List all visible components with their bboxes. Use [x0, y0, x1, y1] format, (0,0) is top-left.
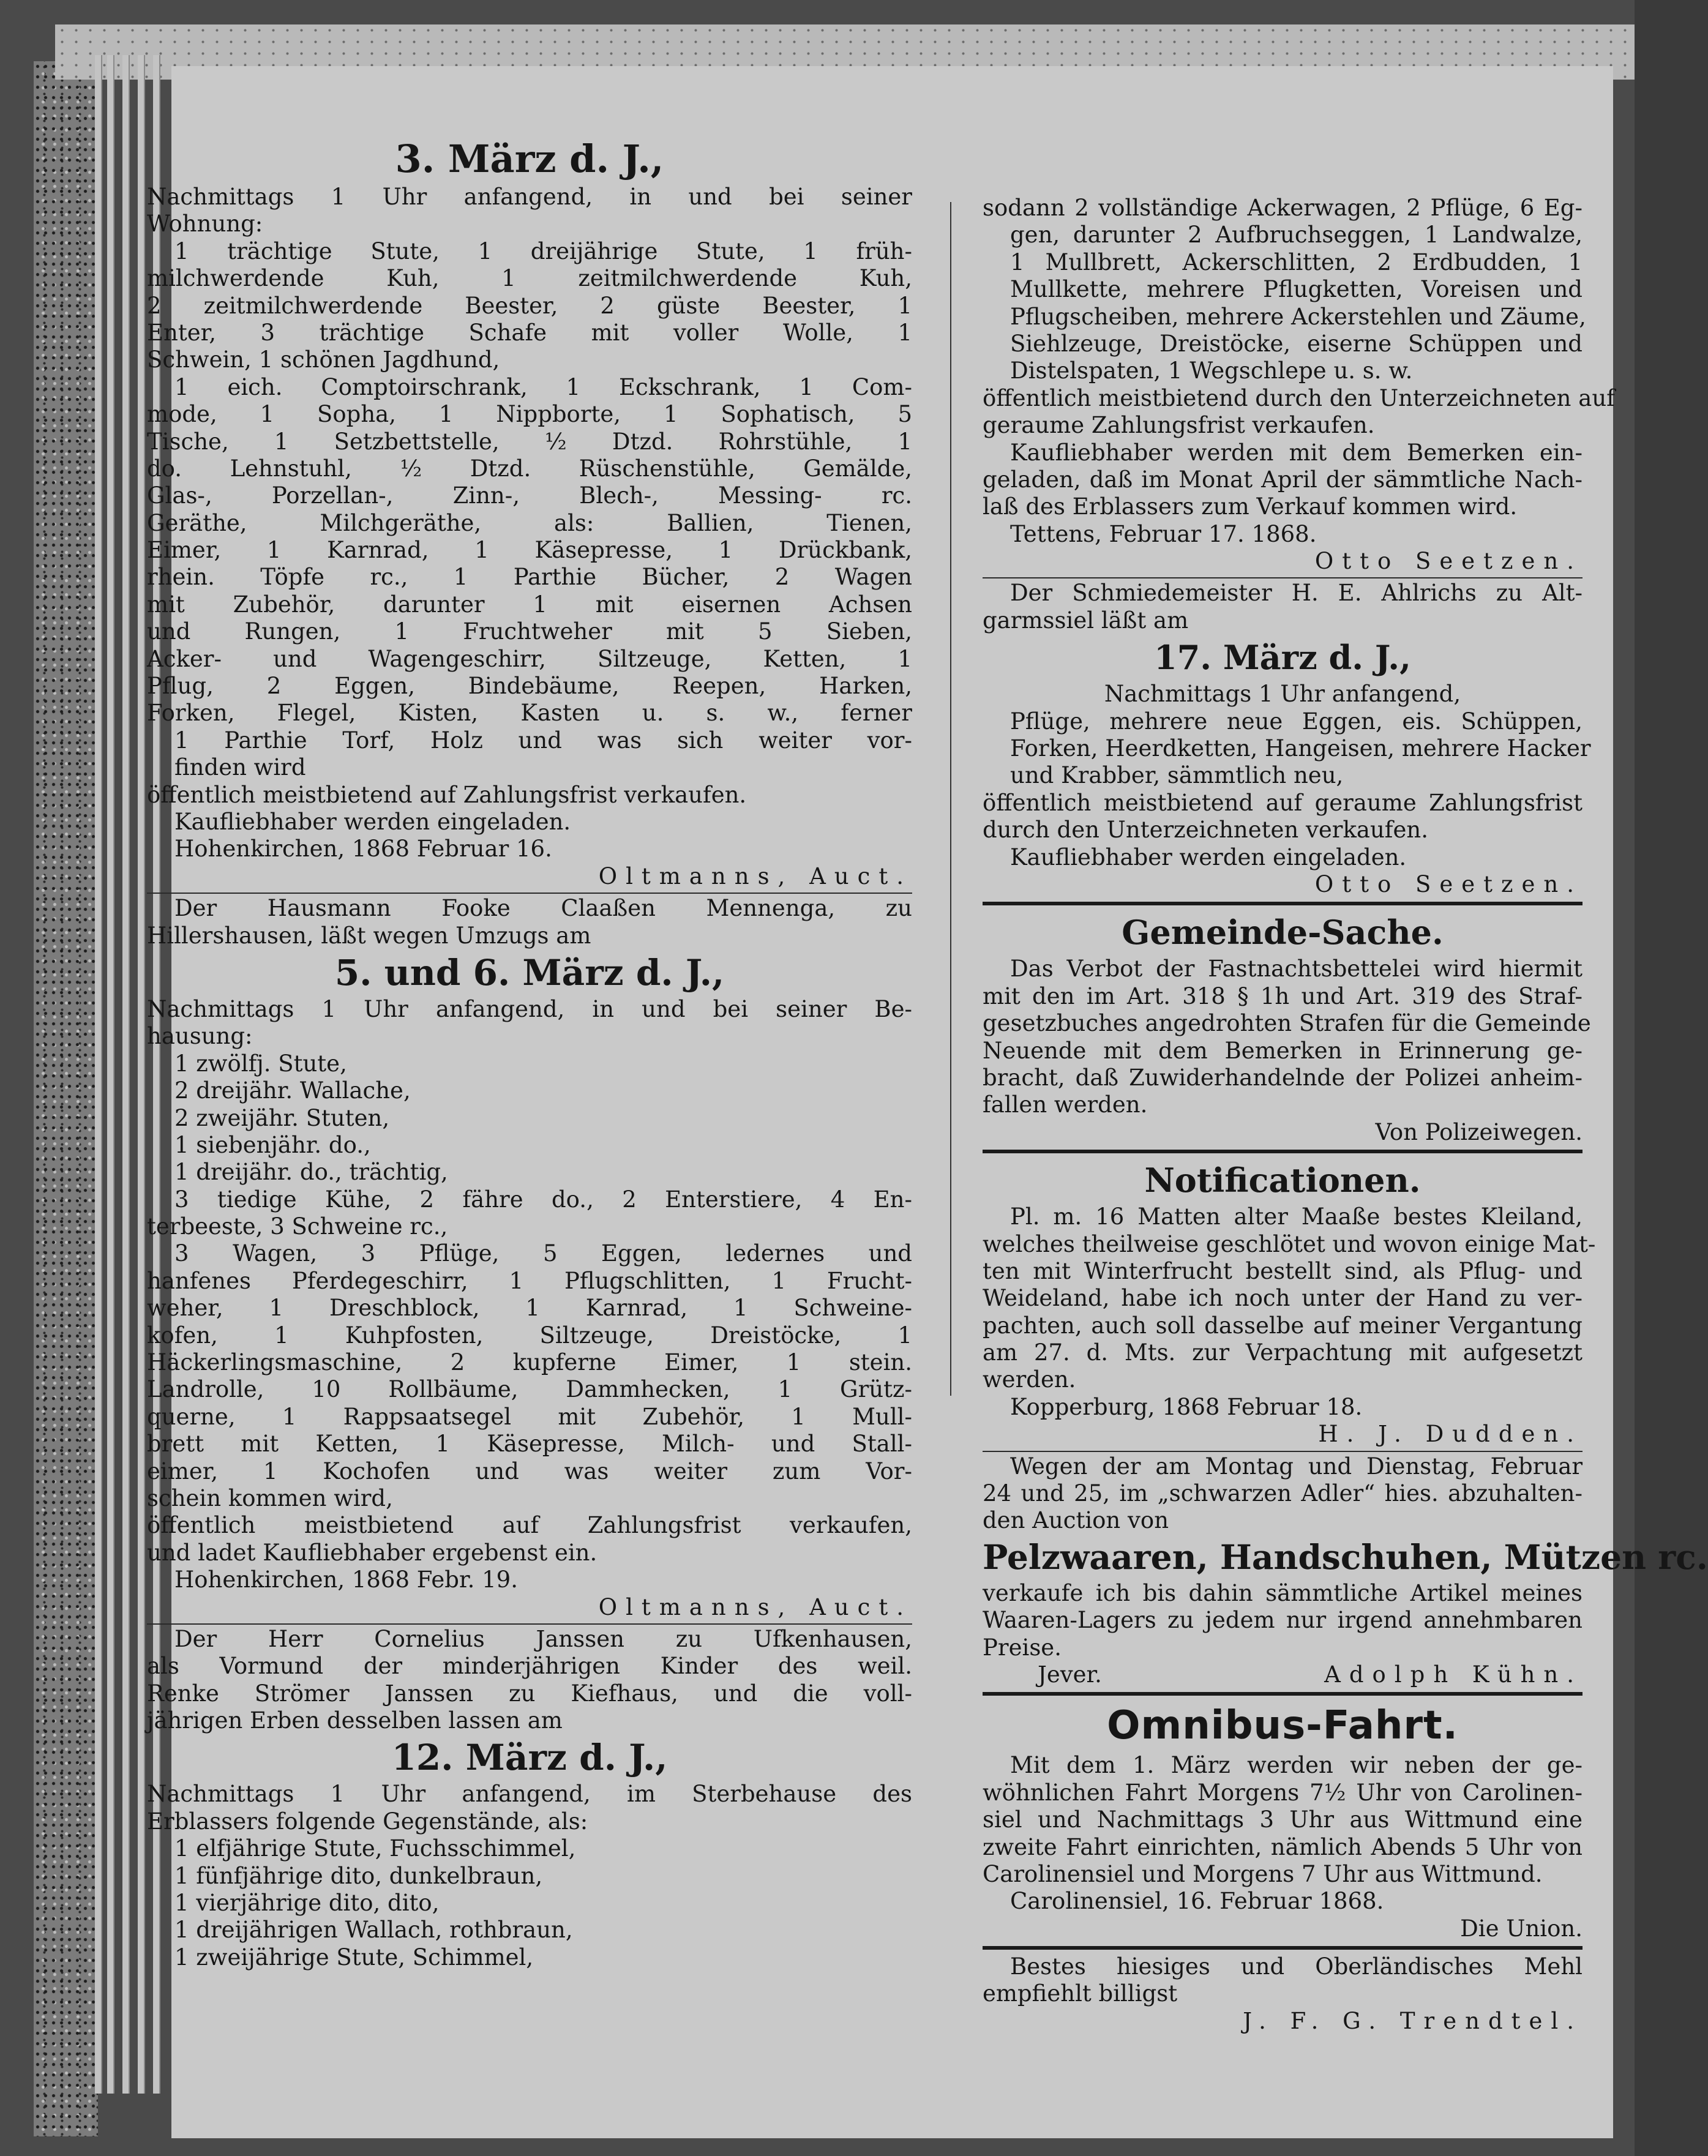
text-line: Enter, 3 trächtige Schafe mit voller Wolle, 1 [147, 319, 912, 346]
signature: Oltmanns, Auct. [598, 1593, 912, 1620]
text-line: 1 vierjährige dito, dito, [174, 1890, 440, 1917]
text-line: Der Hausmann Fooke Claaßen Mennenga, zu [174, 895, 912, 922]
text-line: Hillershausen, läßt wegen Umzugs am [147, 922, 591, 949]
text-line: hanfenes Pferdegeschirr, 1 Pflugschlitten, 1 Frucht- [147, 1267, 912, 1294]
section-rule [983, 1946, 1583, 1950]
text-line: Kopperburg, 1868 Februar 18. [1010, 1393, 1363, 1420]
text-line: 3 tiedige Kühe, 2 fähre do., 2 Enterstiere, 4 En- [174, 1186, 912, 1213]
text-line: Forken, Heerdketten, Hangeisen, mehrere Hacker [1010, 735, 1591, 762]
text-line: Geräthe, Milchgeräthe, als: Ballien, Tienen, [147, 509, 912, 536]
text-line: öffentlich meistbietend auf Zahlungsfrist verkaufen. [147, 781, 747, 808]
text-line: hausung: [147, 1023, 253, 1050]
text-line: 24 und 25, im „schwarzen Adler“ hies. abzuhalten- [983, 1480, 1583, 1507]
signature: Otto Seetzen. [1314, 548, 1583, 575]
auction-date-heading: 5. und 6. März d. J., [334, 951, 725, 994]
text-line: kofen, 1 Kuhpfosten, Siltzeuge, Dreistöcke, 1 [147, 1322, 912, 1349]
text-line: jährigen Erben desselben lassen am [147, 1707, 563, 1734]
text-line: Siehlzeuge, Dreistöcke, eiserne Schüppen und [1010, 330, 1583, 357]
text-line: Der Herr Cornelius Janssen zu Ufkenhausen, [174, 1625, 912, 1652]
text-line: 1 dreijähr. do., trächtig, [174, 1159, 448, 1186]
text-line: und Krabber, sämmtlich neu, [1010, 762, 1344, 789]
text-line: Distelspaten, 1 Wegschlepe u. s. w. [1010, 357, 1413, 384]
text-line: welches theilweise geschlötet und wovon einige Mat- [983, 1230, 1596, 1257]
separator-rule [147, 893, 912, 894]
text-line: ten mit Winterfrucht bestellt sind, als Pflug- und [983, 1257, 1583, 1284]
text-line: Erblassers folgende Gegenstände, als: [147, 1808, 588, 1835]
section-rule [983, 1692, 1583, 1696]
text-line: Carolinensiel, 16. Februar 1868. [1010, 1888, 1384, 1915]
text-line: Wegen der am Montag und Dienstag, Februar [1010, 1453, 1583, 1480]
text-line: Hohenkirchen, 1868 Febr. 19. [174, 1566, 518, 1593]
text-line: durch den Unterzeichneten verkaufen. [983, 817, 1428, 844]
text-line: Nachmittags 1 Uhr anfangend, in und bei seiner [147, 184, 912, 210]
text-line: fallen werden. [983, 1091, 1148, 1118]
text-line: garmssiel läßt am [983, 607, 1189, 634]
page-edge [107, 55, 114, 2094]
text-line: mit Zubehör, darunter 1 mit eisernen Achsen [147, 591, 912, 618]
auction-date-heading: 12. März d. J., [391, 1737, 668, 1779]
text-line: Forken, Flegel, Kisten, Kasten u. s. w., ferner [147, 700, 912, 727]
section-heading-notificationen: Notificationen. [1144, 1161, 1421, 1200]
text-line: Waaren-Lagers zu jedem nur irgend annehmbaren [983, 1607, 1583, 1634]
text-line: Acker- und Wagengeschirr, Siltzeuge, Ketten, 1 [147, 645, 912, 672]
text-line: Schwein, 1 schönen Jagdhund, [147, 346, 500, 373]
signature: Die Union. [1460, 1915, 1583, 1942]
text-line: sodann 2 vollständige Ackerwagen, 2 Pflüge, 6 Eg- [983, 195, 1583, 221]
text-line: Neuende mit dem Bemerken in Erinnerung ge- [983, 1037, 1583, 1064]
text-line: 1 Mullbrett, Ackerschlitten, 2 Erdbudden, 1 [1010, 249, 1583, 275]
text-line: bracht, daß Zuwiderhandelnde der Polizei anheim- [983, 1064, 1583, 1091]
omnibus-headline: Omnibus-Fahrt. [1107, 1703, 1458, 1749]
text-line: öffentlich meistbietend auf geraume Zahlungsfrist [983, 789, 1583, 816]
text-line: Wohnung: [147, 211, 263, 238]
text-line: und Rungen, 1 Fruchtweher mit 5 Sieben, [147, 618, 912, 645]
text-line: Tische, 1 Setzbettstelle, ½ Dtzd. Rohrstühle, 1 [147, 428, 912, 455]
page-edge [122, 55, 130, 2094]
text-line: 1 siebenjähr. do., [174, 1131, 371, 1158]
text-line: zweite Fahrt einrichten, nämlich Abends 5 Uhr von [983, 1833, 1583, 1860]
text-line: 1 zwölfj. Stute, [174, 1050, 347, 1077]
text-line: Pflüge, mehrere neue Eggen, eis. Schüppen, [1010, 708, 1583, 735]
text-line: 1 dreijährigen Wallach, rothbraun, [174, 1917, 573, 1944]
text-line: Glas-, Porzellan-, Zinn-, Blech-, Messing- rc. [147, 482, 912, 509]
left-column [147, 135, 912, 1971]
text-line: verkaufe ich bis dahin sämmtliche Artikel meines [983, 1579, 1583, 1606]
text-line: brett mit Ketten, 1 Käsepresse, Milch- und Stall- [147, 1431, 912, 1458]
auction-date-heading: 17. März d. J., [1154, 638, 1411, 678]
section-rule [983, 902, 1583, 905]
text-line: Bestes hiesiges und Oberländisches Mehl [1010, 1953, 1583, 1980]
text-line: rhein. Töpfe rc., 1 Parthie Bücher, 2 Wagen [147, 564, 912, 591]
text-line: werden. [983, 1366, 1076, 1393]
text-line: 1 fünfjährige dito, dunkelbraun, [174, 1862, 543, 1889]
auction-date-heading: 3. März d. J., [395, 137, 664, 181]
text-line: eimer, 1 Kochofen und was weiter zum Vor- [147, 1458, 912, 1484]
text-line: wöhnlichen Fahrt Morgens 7½ Uhr von Carolinen- [983, 1779, 1583, 1806]
text-line: Pflug, 2 Eggen, Bindebäume, Reepen, Harken, [147, 673, 912, 700]
section-rule [983, 1150, 1583, 1153]
section-heading-gemeinde: Gemeinde-Sache. [1122, 913, 1444, 953]
page-edge [95, 55, 102, 2094]
text-line: gesetzbuches angedrohten Strafen für die Gemeinde [983, 1010, 1591, 1037]
text-line: Tettens, Februar 17. 1868. [1010, 520, 1317, 547]
text-line: geraume Zahlungsfrist verkaufen. [983, 412, 1375, 439]
separator-rule [983, 577, 1583, 578]
text-line: 2 zeitmilchwerdende Beester, 2 güste Beester, 1 [147, 292, 912, 319]
text-line: Nachmittags 1 Uhr anfangend, im Sterbehause des [147, 1781, 912, 1808]
text-line: 1 trächtige Stute, 1 dreijährige Stute, 1 früh- [174, 238, 912, 264]
text-line: schein kommen wird, [147, 1484, 393, 1511]
text-line: 1 Parthie Torf, Holz und was sich weiter vor- [174, 727, 912, 754]
text-line: am 27. d. Mts. zur Verpachtung mit aufgesetzt [983, 1339, 1583, 1366]
text-line: Nachmittags 1 Uhr anfangend, in und bei seiner Be- [147, 995, 912, 1022]
text-line: 2 zweijähr. Stuten, [174, 1104, 390, 1131]
text-line: empfiehlt billigst [983, 1980, 1178, 2007]
text-line: Mit dem 1. März werden wir neben der ge- [1010, 1752, 1583, 1779]
text-line: finden wird [174, 754, 306, 781]
right-column [983, 195, 1708, 2035]
text-line: mit den im Art. 318 § 1h und Art. 319 des Straf- [983, 983, 1583, 1009]
text-line: als Vormund der minderjährigen Kinder des weil. [147, 1653, 912, 1680]
text-line: Carolinensiel und Morgens 7 Uhr aus Wittmund. [983, 1860, 1543, 1887]
text-line: Eimer, 1 Karnrad, 1 Käsepresse, 1 Drückbank, [147, 537, 912, 564]
text-line: weher, 1 Dreschblock, 1 Karnrad, 1 Schweine- [147, 1295, 912, 1322]
text-line: Der Schmiedemeister H. E. Ahlrichs zu Alt- [1010, 580, 1583, 607]
text-line: öffentlich meistbietend durch den Unterzeichneten auf [983, 384, 1615, 411]
text-line: Hohenkirchen, 1868 Februar 16. [174, 836, 552, 863]
page-edge [138, 55, 145, 2094]
text-line: gen, darunter 2 Aufbruchseggen, 1 Landwalze, [1010, 222, 1583, 249]
text-line: 2 dreijähr. Wallache, [174, 1077, 411, 1104]
text-line: Preise. [983, 1634, 1062, 1661]
text-line: siel und Nachmittags 3 Uhr aus Wittmund eine [983, 1806, 1583, 1833]
text-line: Pflugscheiben, mehrere Ackerstehlen und Zäume, [1010, 303, 1586, 330]
text-line: den Auction von [983, 1507, 1169, 1534]
text-line: 1 zweijährige Stute, Schimmel, [174, 1944, 534, 1971]
text-line: Kaufliebhaber werden eingeladen. [174, 808, 571, 835]
signature-line [983, 1661, 1583, 1688]
text-line: Weideland, habe ich noch unter der Hand zu ver- [983, 1285, 1583, 1312]
text-line: 1 elfjährige Stute, Fuchsschimmel, [174, 1835, 576, 1862]
separator-rule [983, 1451, 1583, 1452]
place: Jever. [1038, 1661, 1102, 1688]
pelzwaaren-headline: Pelzwaaren, Handschuhen, Mützen rc. [983, 1537, 1708, 1577]
separator-rule [147, 1623, 912, 1625]
book-edge-speckle [34, 61, 98, 2136]
signature: Von Polizeiwegen. [1375, 1118, 1583, 1145]
text-line: Kaufliebhaber werden mit dem Bemerken ein- [1010, 439, 1583, 466]
text-line: und ladet Kaufliebhaber ergebenst ein. [147, 1539, 597, 1566]
signature: H. J. Dudden. [1318, 1421, 1583, 1448]
signature: Otto Seetzen. [1314, 870, 1583, 897]
text-line: milchwerdende Kuh, 1 zeitmilchwerdende Kuh, [147, 265, 912, 292]
text-line: mode, 1 Sopha, 1 Nippborte, 1 Sophatisch, 5 [147, 401, 912, 428]
text-line: Renke Strömer Janssen zu Kiefhaus, und die voll- [147, 1680, 912, 1707]
signature: Adolph Kühn. [1324, 1661, 1583, 1688]
text-line: Landrolle, 10 Rollbäume, Dammhecken, 1 Grütz- [147, 1376, 912, 1403]
text-line: 1 eich. Comptoirschrank, 1 Eckschrank, 1 Com- [174, 373, 912, 400]
signature: Oltmanns, Auct. [598, 863, 912, 889]
text-line: querne, 1 Rappsaatsegel mit Zubehör, 1 Mull- [147, 1403, 912, 1430]
text-line: laß des Erblassers zum Verkauf kommen wird. [983, 493, 1518, 520]
text-line: pachten, auch soll dasselbe auf meiner Vergantung [983, 1312, 1583, 1339]
text-line: Häckerlingsmaschine, 2 kupferne Eimer, 1 stein. [147, 1349, 912, 1376]
text-line: öffentlich meistbietend auf Zahlungsfrist verkaufen, [147, 1512, 912, 1539]
text-line: Kaufliebhaber werden eingeladen. [1010, 844, 1407, 870]
signature: J. F. G. Trendtel. [1243, 2007, 1583, 2034]
text-line: 3 Wagen, 3 Pflüge, 5 Eggen, ledernes und [174, 1240, 912, 1267]
text-line: Nachmittags 1 Uhr anfangend, [1104, 681, 1461, 708]
column-divider [950, 202, 951, 1396]
text-line: terbeeste, 3 Schweine rc., [147, 1213, 448, 1240]
text-line: Pl. m. 16 Matten alter Maaße bestes Kleiland, [1010, 1203, 1583, 1230]
text-line: geladen, daß im Monat April der sämmtliche Nach- [983, 466, 1583, 493]
text-line: do. Lehnstuhl, ½ Dtzd. Rüschenstühle, Gemälde, [147, 455, 912, 482]
text-line: Mullkette, mehrere Pflugketten, Voreisen und [1010, 276, 1583, 303]
text-line: Das Verbot der Fastnachtsbettelei wird hiermit [1010, 956, 1583, 983]
